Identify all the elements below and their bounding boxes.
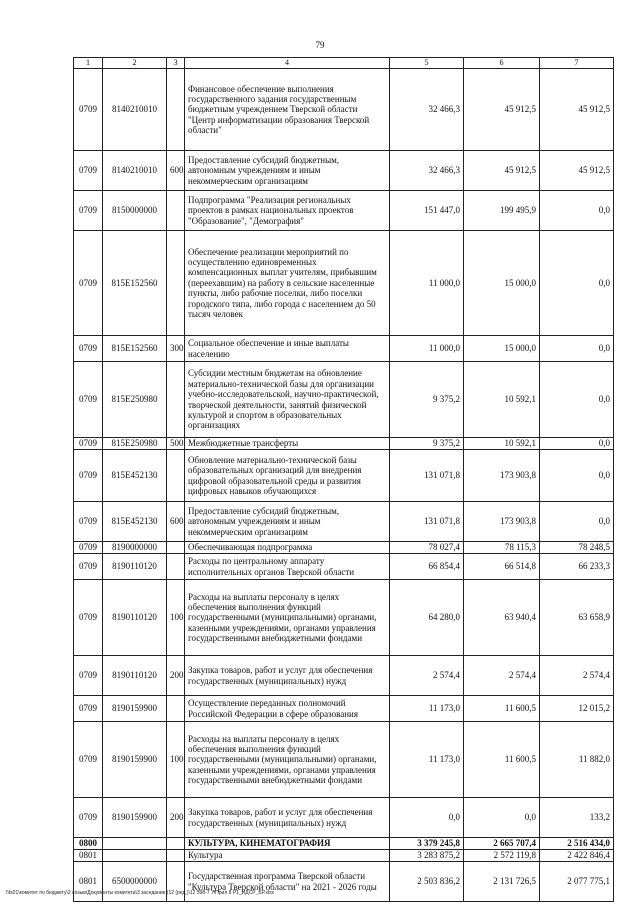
amount-year3-cell: 133,2: [540, 798, 614, 838]
amount-year3-cell: 0,0: [540, 450, 614, 502]
amount-year3-cell: 0,0: [540, 231, 614, 336]
section-code-cell: 0709: [74, 580, 103, 656]
column-header: 4: [185, 58, 390, 69]
amount-year2-cell: 0,0: [464, 798, 540, 838]
amount-year2-cell: 63 940,4: [464, 580, 540, 656]
description-cell: Осуществление переданных полномочий Российской Федерации в сфере образования: [185, 696, 390, 722]
amount-year2-cell: 2 574,4: [464, 656, 540, 696]
amount-year3-cell: 0,0: [540, 362, 614, 438]
amount-year2-cell: 78 115,3: [464, 542, 540, 554]
section-code-cell: 0709: [74, 722, 103, 798]
section-code-cell: 0801: [74, 862, 103, 902]
amount-year1-cell: 2 574,4: [390, 656, 464, 696]
target-article-cell: 8190159900: [103, 722, 167, 798]
amount-year3-cell: 45 912,5: [540, 69, 614, 151]
target-article-cell: 8140210010: [103, 151, 167, 191]
table-row: [74, 502, 614, 542]
expense-type-cell: [167, 838, 185, 850]
column-header: 1: [74, 58, 103, 69]
amount-year2-cell: 173 903,8: [464, 450, 540, 502]
amount-year3-cell: 2 516 434,0: [540, 838, 614, 850]
target-article-cell: 815E250980: [103, 438, 167, 450]
table-row: [74, 191, 614, 231]
column-header: 5: [390, 58, 464, 69]
expense-type-cell: [167, 191, 185, 231]
expense-type-cell: [167, 554, 185, 580]
description-cell: Социальное обеспечение и иные выплаты населению: [185, 336, 390, 362]
section-code-cell: 0709: [74, 450, 103, 502]
target-article-cell: [103, 850, 167, 862]
description-cell: Предоставление субсидий бюджетным, автономным учреждениям и иным некоммерческим организациям: [185, 151, 390, 191]
amount-year1-cell: 64 280,0: [390, 580, 464, 656]
table-row: [74, 696, 614, 722]
section-code-cell: 0709: [74, 191, 103, 231]
expense-type-cell: 100: [167, 580, 185, 656]
section-code-cell: 0709: [74, 656, 103, 696]
amount-year1-cell: 9 375,2: [390, 438, 464, 450]
description-cell: Подпрограмма "Реализация региональных проектов в рамках национальных проектов "Образование", "Демография": [185, 191, 390, 231]
description-cell: Культура: [185, 850, 390, 862]
amount-year3-cell: 2 574,4: [540, 656, 614, 696]
amount-year1-cell: 32 466,3: [390, 69, 464, 151]
target-article-cell: 8190159900: [103, 798, 167, 838]
description-cell: Расходы на выплаты персоналу в целях обеспечения выполнения функций государственными (муниципальными) органами, казенными учреждениями, органами управления государственными внебюджетными фондами: [185, 722, 390, 798]
section-code-cell: 0709: [74, 151, 103, 191]
amount-year3-cell: 0,0: [540, 502, 614, 542]
table-row: [74, 554, 614, 580]
section-code-cell: 0709: [74, 696, 103, 722]
expense-type-cell: [167, 362, 185, 438]
target-article-cell: 8190110120: [103, 656, 167, 696]
description-cell: Субсидии местным бюджетам на обновление материально-технической базы для организации учебно-исследовательской, научно-практической, творческой деятельности, занятий физической культурой и спортом в образовательных организациях: [185, 362, 390, 438]
amount-year3-cell: 78 248,5: [540, 542, 614, 554]
section-code-cell: 0709: [74, 336, 103, 362]
table-row: [74, 362, 614, 438]
amount-year1-cell: 11 000,0: [390, 336, 464, 362]
amount-year1-cell: 0,0: [390, 798, 464, 838]
amount-year1-cell: 3 379 245,8: [390, 838, 464, 850]
column-header: 6: [464, 58, 540, 69]
section-code-cell: 0709: [74, 362, 103, 438]
table-row: [74, 336, 614, 362]
column-header: 3: [167, 58, 185, 69]
expense-type-cell: 200: [167, 798, 185, 838]
section-code-cell: 0709: [74, 69, 103, 151]
target-article-cell: 6500000000: [103, 862, 167, 902]
expense-type-cell: [167, 69, 185, 151]
amount-year1-cell: 11 173,0: [390, 696, 464, 722]
section-code-cell: 0709: [74, 438, 103, 450]
target-article-cell: 8190110120: [103, 554, 167, 580]
amount-year1-cell: 11 173,0: [390, 722, 464, 798]
table-row: [74, 450, 614, 502]
description-cell: Закупка товаров, работ и услуг для обеспечения государственных (муниципальных) нужд: [185, 798, 390, 838]
amount-year1-cell: 3 283 875,2: [390, 850, 464, 862]
expense-type-cell: [167, 231, 185, 336]
expense-type-cell: [167, 696, 185, 722]
target-article-cell: 815E250980: [103, 362, 167, 438]
amount-year1-cell: 9 375,2: [390, 362, 464, 438]
target-article-cell: 8190110120: [103, 580, 167, 656]
amount-year2-cell: 173 903,8: [464, 502, 540, 542]
description-cell: КУЛЬТУРА, КИНЕМАТОГРАФИЯ: [185, 838, 390, 850]
table-row: [74, 838, 614, 850]
amount-year1-cell: 78 027,4: [390, 542, 464, 554]
amount-year1-cell: 151 447,0: [390, 191, 464, 231]
amount-year3-cell: 66 233,3: [540, 554, 614, 580]
budget-table: [73, 57, 614, 902]
expense-type-cell: 200: [167, 656, 185, 696]
amount-year1-cell: 32 466,3: [390, 151, 464, 191]
amount-year2-cell: 11 600,5: [464, 696, 540, 722]
target-article-cell: 815E452130: [103, 450, 167, 502]
amount-year3-cell: 2 422 846,4: [540, 850, 614, 862]
section-code-cell: 0709: [74, 542, 103, 554]
amount-year1-cell: 131 071,8: [390, 502, 464, 542]
target-article-cell: 815E152560: [103, 336, 167, 362]
target-article-cell: [103, 838, 167, 850]
amount-year2-cell: 10 592,1: [464, 438, 540, 450]
page-number: 79: [315, 40, 325, 50]
table-row: [74, 722, 614, 798]
table-row: [74, 69, 614, 151]
table-row: [74, 151, 614, 191]
expense-type-cell: 500: [167, 438, 185, 450]
amount-year3-cell: 2 077 775,1: [540, 862, 614, 902]
expense-type-cell: 600: [167, 502, 185, 542]
expense-type-cell: 100: [167, 722, 185, 798]
section-code-cell: 0709: [74, 231, 103, 336]
description-cell: Обеспечивающая подпрограмма: [185, 542, 390, 554]
amount-year2-cell: 2 665 707,4: [464, 838, 540, 850]
section-code-cell: 0709: [74, 502, 103, 542]
table-header-row: [74, 58, 614, 69]
target-article-cell: 8150000000: [103, 191, 167, 231]
expense-type-cell: [167, 450, 185, 502]
amount-year2-cell: 2 572 119,8: [464, 850, 540, 862]
amount-year2-cell: 2 131 726,5: [464, 862, 540, 902]
section-code-cell: 0709: [74, 554, 103, 580]
amount-year2-cell: 15 000,0: [464, 231, 540, 336]
section-code-cell: 0801: [74, 850, 103, 862]
table-body: [74, 69, 614, 902]
amount-year1-cell: 66 854,4: [390, 554, 464, 580]
section-code-cell: 0800: [74, 838, 103, 850]
target-article-cell: 8190159900: [103, 696, 167, 722]
table-row: [74, 656, 614, 696]
amount-year3-cell: 63 658,9: [540, 580, 614, 656]
expense-type-cell: 600: [167, 151, 185, 191]
amount-year2-cell: 45 912,5: [464, 151, 540, 191]
amount-year1-cell: 2 503 836,2: [390, 862, 464, 902]
amount-year2-cell: 11 600,5: [464, 722, 540, 798]
expense-type-cell: 300: [167, 336, 185, 362]
table-row: [74, 580, 614, 656]
amount-year3-cell: 45 912,5: [540, 151, 614, 191]
column-header: 2: [103, 58, 167, 69]
section-code-cell: 0709: [74, 798, 103, 838]
amount-year2-cell: 199 495,9: [464, 191, 540, 231]
description-cell: Закупка товаров, работ и услуг для обеспечения государственных (муниципальных) нужд: [185, 656, 390, 696]
amount-year3-cell: 0,0: [540, 438, 614, 450]
target-article-cell: 8190000000: [103, 542, 167, 554]
target-article-cell: 815E452130: [103, 502, 167, 542]
description-cell: Расходы по центральному аппарату исполнительных органов Тверской области: [185, 554, 390, 580]
target-article-cell: 8140210010: [103, 69, 167, 151]
amount-year3-cell: 0,0: [540, 191, 614, 231]
target-article-cell: 815E152560: [103, 231, 167, 336]
description-cell: Межбюджетные трансферты: [185, 438, 390, 450]
column-header: 7: [540, 58, 614, 69]
amount-year2-cell: 66 514,8: [464, 554, 540, 580]
amount-year2-cell: 10 592,1: [464, 362, 540, 438]
description-cell: Обеспечение реализации мероприятий по осуществлению единовременных компенсационных выплат учителям, прибывшим (переехавшим) на работу в сельские населенные пункты, либо рабочие поселки, либо поселки городского типа, либо города с населением до 50 тысяч человек: [185, 231, 390, 336]
table-row: [74, 798, 614, 838]
amount-year1-cell: 131 071,8: [390, 450, 464, 502]
expense-type-cell: [167, 542, 185, 554]
footer-file-path: \\fs01\комитет по бюджету\2 созыв\Документы комитета\3 заседание (12 (ред.)\12 398-7 7\Прил 8 Р1_ИДСР_БР.xlsx: [6, 890, 275, 896]
description-cell: Государственная программа Тверской области "Культура Тверской области" на 2021 - 2026 годы: [185, 862, 390, 902]
amount-year3-cell: 0,0: [540, 336, 614, 362]
table-row: [74, 850, 614, 862]
amount-year2-cell: 45 912,5: [464, 69, 540, 151]
description-cell: Обновление материально-технической базы образовательных организаций для внедрения цифровой образовательной среды и развития цифровых навыков обучающихся: [185, 450, 390, 502]
amount-year3-cell: 12 015,2: [540, 696, 614, 722]
amount-year1-cell: 11 000,0: [390, 231, 464, 336]
table-row: [74, 542, 614, 554]
amount-year2-cell: 15 000,0: [464, 336, 540, 362]
expense-type-cell: [167, 850, 185, 862]
table-row: [74, 231, 614, 336]
amount-year3-cell: 11 882,0: [540, 722, 614, 798]
description-cell: Предоставление субсидий бюджетным, автономным учреждениям и иным некоммерческим организациям: [185, 502, 390, 542]
table-row: [74, 438, 614, 450]
description-cell: Финансовое обеспечение выполнения государственного задания государственным бюджетным учреждением Тверской области "Центр информатизации образования Тверской области": [185, 69, 390, 151]
description-cell: Расходы на выплаты персоналу в целях обеспечения выполнения функций государственными (муниципальными) органами, казенными учреждениями, органами управления государственными внебюджетными фондами: [185, 580, 390, 656]
